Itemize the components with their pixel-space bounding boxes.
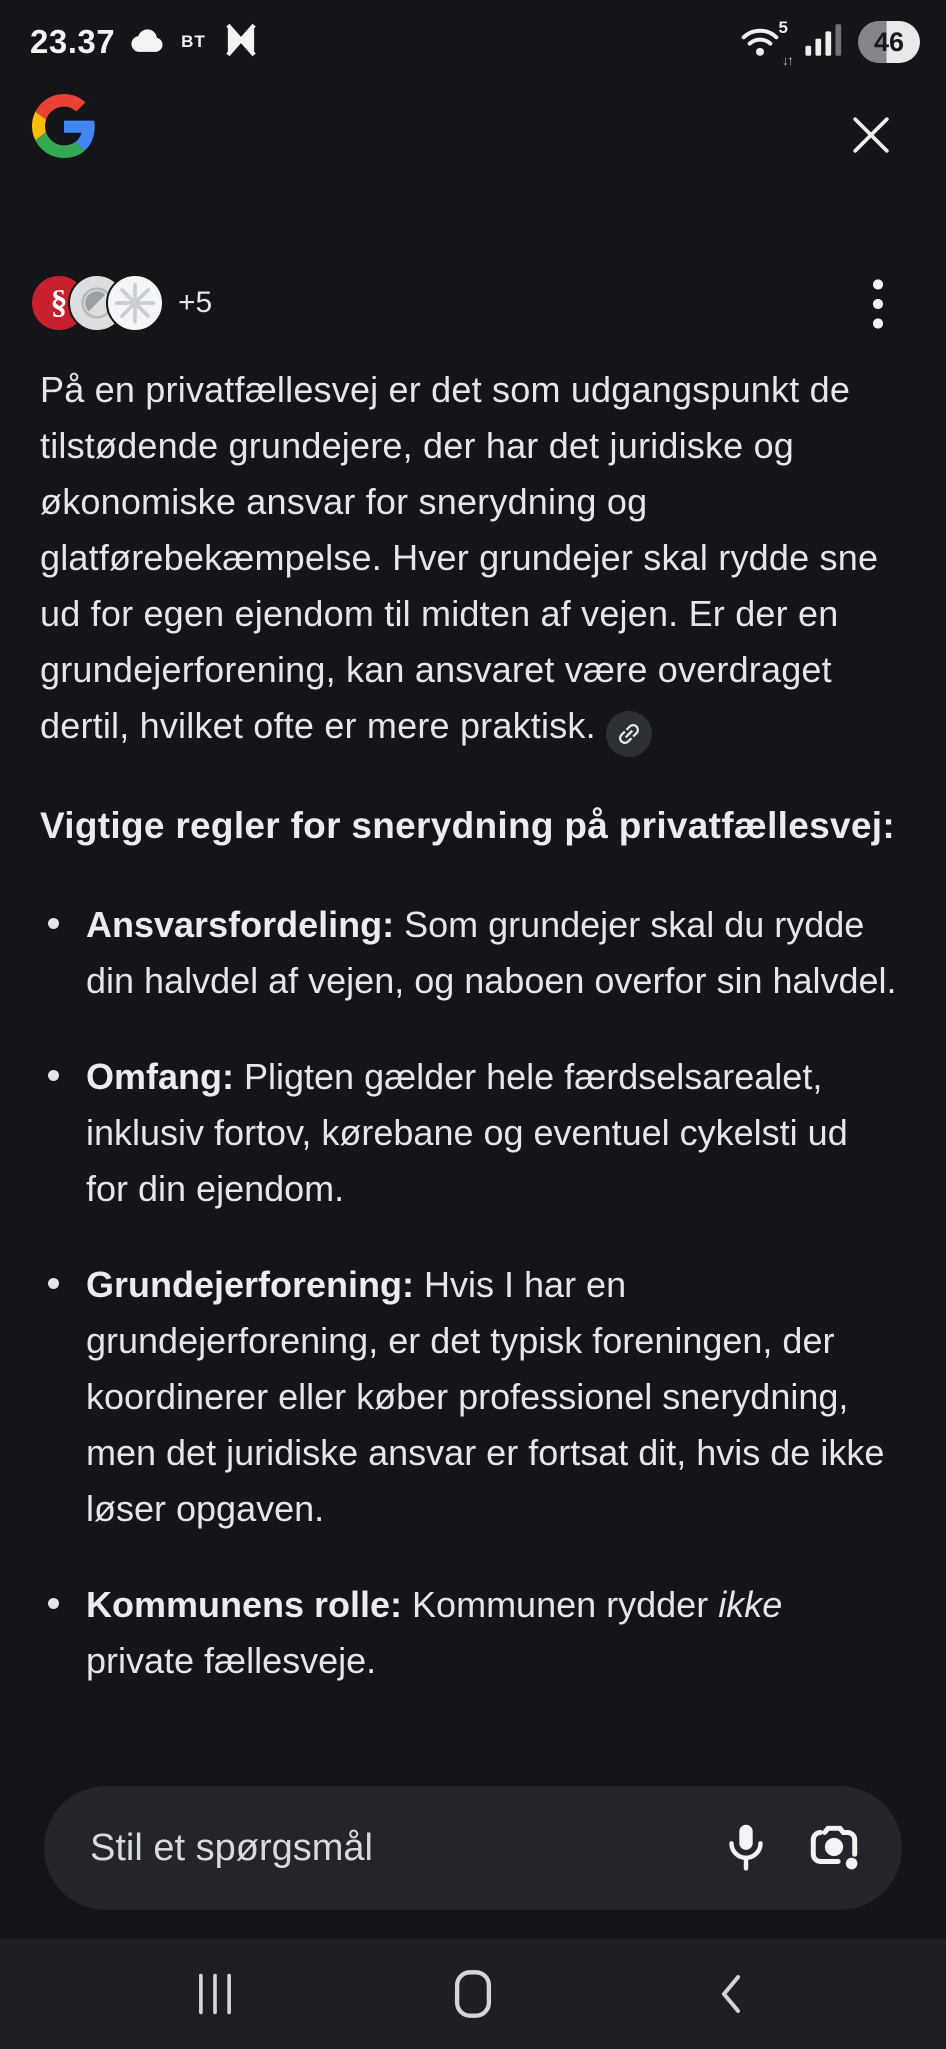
list-item xyxy=(40,1577,898,1689)
list-item xyxy=(40,1257,898,1537)
bullet-lead: Ansvarsfordeling: xyxy=(86,904,395,945)
close-icon[interactable] xyxy=(848,112,894,158)
system-navigation-bar xyxy=(0,1939,946,2049)
battery-indicator xyxy=(858,21,920,63)
source-avatars[interactable] xyxy=(30,274,164,332)
ai-answer xyxy=(40,362,898,1729)
bullet-dot xyxy=(48,918,59,929)
ask-question-bar[interactable] xyxy=(44,1786,902,1910)
status-bar xyxy=(0,0,946,78)
sources-row xyxy=(30,268,916,338)
more-sources-count[interactable]: +5 xyxy=(178,286,213,319)
bullet-text: Som grundejer skal du rydde din halvdel af vejen, og naboen overfor sin halvdel. xyxy=(86,904,897,1001)
cloud-icon xyxy=(129,25,167,60)
rules-list xyxy=(40,897,898,1689)
list-item xyxy=(40,897,898,1009)
answer-paragraph xyxy=(40,362,898,757)
clock: 23.37 xyxy=(30,23,116,60)
google-lens-icon[interactable] xyxy=(802,1816,866,1880)
signal-strength-icon xyxy=(804,21,844,64)
source-link-icon[interactable] xyxy=(606,711,652,757)
bullet-text: Hvis I har en grundejerforening, er det typisk foreningen, der koordinerer eller køber professionel snerydning, men det juridiske ansvar er fortsat dit, hvis de ikke løser opgaven. xyxy=(86,1264,885,1529)
overflow-menu-icon[interactable] xyxy=(858,274,898,334)
answer-paragraph-text: På en privatfællesvej er det som udgangspunkt de tilstødende grundejere, der har det juridiske og økonomiske ansvar for snerydning og glatførebekæmpelse. Hver grundejer skal rydde sne ud for egen ejendom til midten af vejen. Er der en grundejerforening, kan ansvaret være overdraget dertil, hvilket ofte er mere praktisk. xyxy=(40,369,879,746)
wifi-traffic-arrows-icon: ↓↑ xyxy=(782,52,792,68)
status-right xyxy=(738,18,920,68)
bullet-dot xyxy=(48,1598,59,1609)
bullet-text: private fællesveje. xyxy=(86,1640,377,1681)
bullet-italic-text: ikke xyxy=(718,1584,783,1625)
source-snowflake-icon[interactable] xyxy=(106,274,164,332)
battery-percent: 46 xyxy=(873,26,905,57)
bullet-dot xyxy=(48,1070,59,1081)
status-left xyxy=(30,19,262,66)
bullet-text: Kommunen rydder xyxy=(402,1584,719,1625)
bullet-lead: Kommunens rolle: xyxy=(86,1584,403,1625)
bullet-dot xyxy=(48,1278,59,1289)
microphone-icon[interactable] xyxy=(714,1816,778,1880)
home-button[interactable] xyxy=(438,1959,508,2029)
bullet-lead: Omfang: xyxy=(86,1056,234,1097)
google-logo xyxy=(32,94,96,158)
section-sign: § xyxy=(50,284,68,321)
wifi-generation-label: 5 xyxy=(778,18,788,37)
back-button[interactable] xyxy=(696,1959,766,2029)
bullet-text: Pligten gælder hele færdselsarealet, inklusiv fortov, kørebane og eventuel cykelsti ud for din ejendom. xyxy=(86,1056,848,1209)
section-heading: Vigtige regler for snerydning på privatfællesvej: xyxy=(40,805,895,846)
list-item xyxy=(40,1049,898,1217)
ask-question-input[interactable] xyxy=(88,1826,714,1871)
wifi-icon xyxy=(738,18,792,68)
recents-button[interactable] xyxy=(180,1959,250,2029)
bullet-lead: Grundejerforening: xyxy=(86,1264,415,1305)
bowtie-notification-icon xyxy=(220,19,262,66)
bt-status-badge: BT xyxy=(181,32,206,51)
